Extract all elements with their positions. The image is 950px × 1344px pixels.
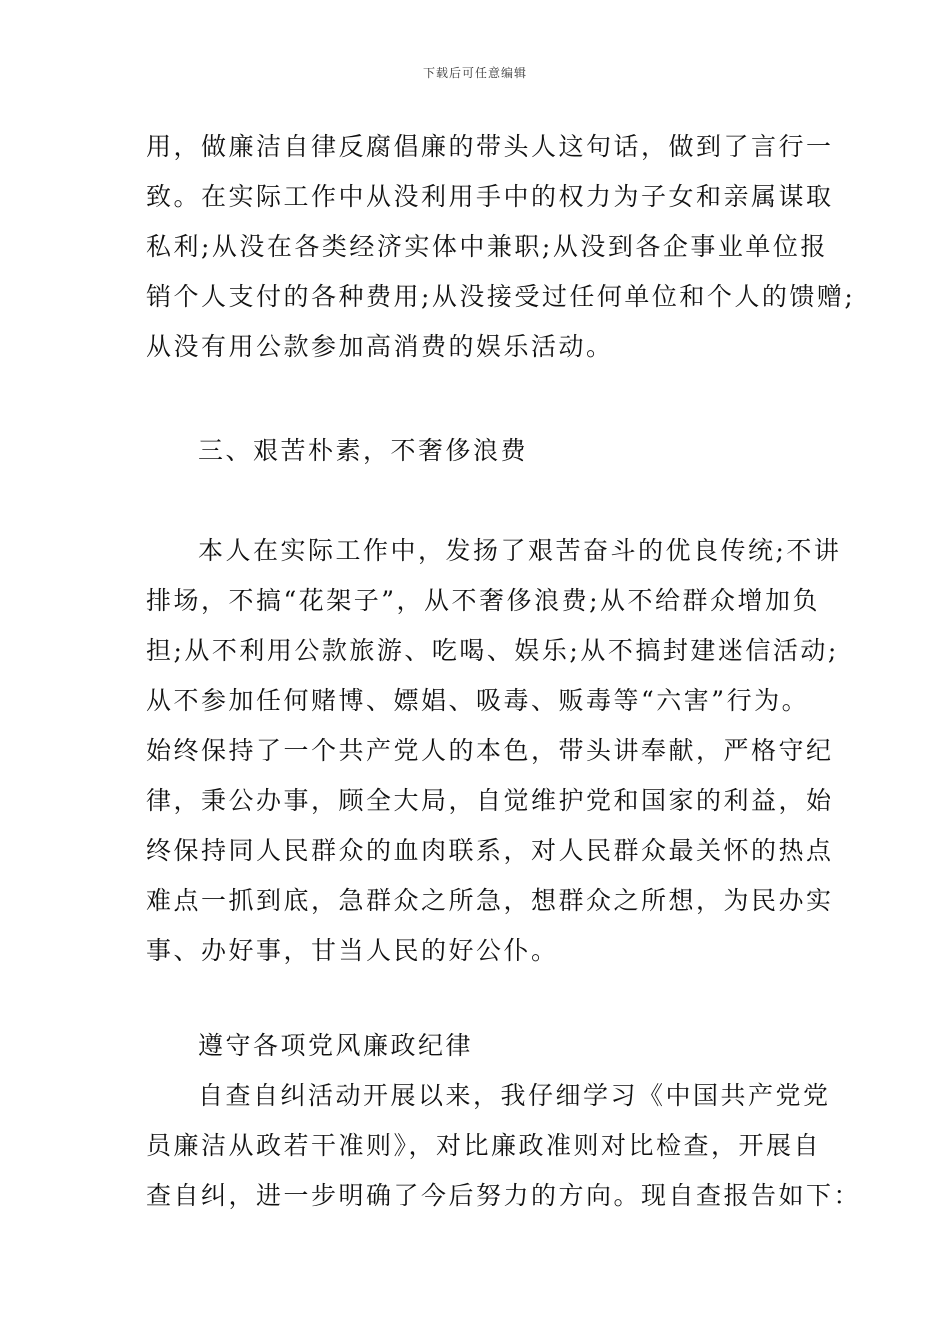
- paragraph-line: 销个人支付的各种费用;从没接受过任何单位和个人的馈赠;: [146, 282, 856, 311]
- paragraph-line: 查自纠，进一步明确了今后努力的方向。现自查报告如下：: [146, 1181, 862, 1210]
- page-header: 下载后可任意编辑: [422, 66, 527, 80]
- paragraph-line: 终保持同人民群众的血肉联系，对人民群众最关怀的热点: [146, 836, 834, 865]
- paragraph-line: 难点一抓到底，急群众之所急，想群众之所想，为民办实: [146, 886, 834, 915]
- paragraph-line: 自查自纠活动开展以来，我仔细学习《中国共产党党: [198, 1081, 831, 1110]
- paragraph-line: 致。在实际工作中从没利用手中的权力为子女和亲属谋取: [146, 182, 834, 211]
- paragraph-line: 私利;从没在各类经济实体中兼职;从没到各企事业单位报: [146, 232, 828, 261]
- paragraph-line: 从没有用公款参加高消费的娱乐活动。: [146, 332, 614, 361]
- section-heading-text: 遵守各项党风廉政纪律: [198, 1031, 474, 1060]
- paragraph-integrity: [146, 122, 856, 372]
- paragraph-line: 事、办好事，甘当人民的好公仆。: [146, 936, 559, 965]
- paragraph-line: 担;从不利用公款旅游、吃喝、娱乐;从不搞封建迷信活动;: [146, 636, 839, 665]
- paragraph-frugality: [146, 526, 842, 976]
- paragraph-line: 本人在实际工作中，发扬了艰苦奋斗的优良传统;不讲: [198, 536, 842, 565]
- paragraph-line: 从不参加任何赌博、嫖娼、吸毒、贩毒等“六害”行为。: [146, 686, 810, 715]
- section-heading-3: [146, 426, 816, 476]
- section-heading-4: [146, 1021, 816, 1071]
- paragraph-line: 排场，不搞“花架子”，从不奢侈浪费;从不给群众增加负: [146, 586, 820, 615]
- paragraph-line: 用，做廉洁自律反腐倡廉的带头人这句话，做到了言行一: [146, 132, 834, 161]
- paragraph-line: 员廉洁从政若干准则》，对比廉政准则对比检查，开展自: [146, 1131, 822, 1160]
- paragraph-line: 始终保持了一个共产党人的本色，带头讲奉献，严格守纪: [146, 736, 834, 765]
- section-heading-text: 三、艰苦朴素，不奢侈浪费: [198, 436, 529, 465]
- paragraph-self-inspection: [146, 1071, 862, 1221]
- paragraph-line: 律，秉公办事，顾全大局，自觉维护党和国家的利益，始: [146, 786, 834, 815]
